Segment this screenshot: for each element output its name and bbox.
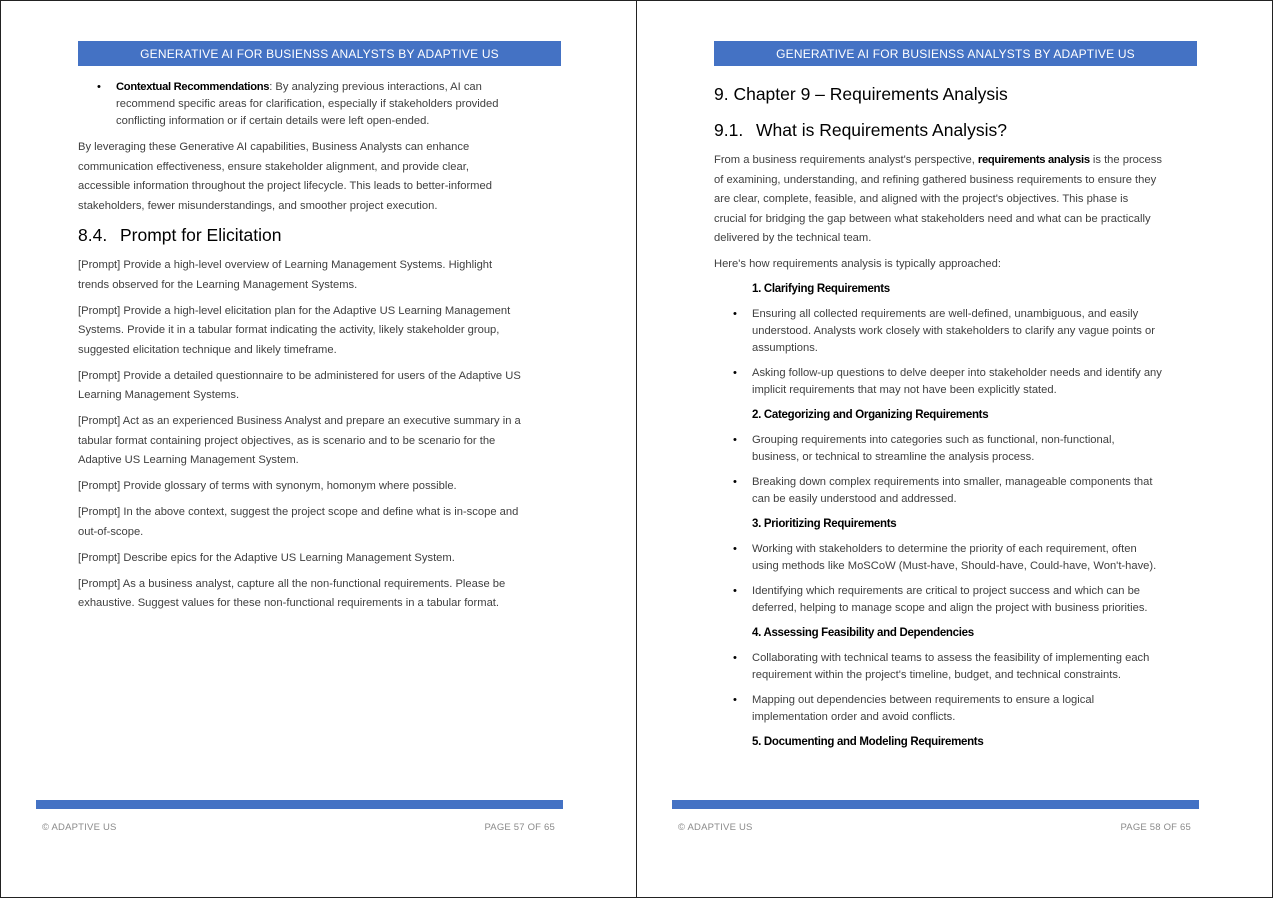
section-number: 9.1.	[714, 120, 744, 140]
section-heading	[78, 224, 523, 246]
list-item-text: Breaking down complex requirements into smaller, manageable components that can be easily understood and addressed.	[752, 476, 1153, 505]
page-number: PAGE 58 OF 65	[1120, 822, 1191, 833]
bullet-icon: •	[97, 81, 101, 93]
paragraph	[714, 151, 1162, 249]
step-heading: 2. Categorizing and Organizing Requirements	[752, 409, 989, 421]
bullet-icon: •	[733, 543, 737, 555]
step-heading: 4. Assessing Feasibility and Dependencies	[752, 627, 974, 639]
page-58	[636, 0, 1273, 898]
bullet-icon: •	[733, 585, 737, 597]
paragraph: By leveraging these Generative AI capabilities, Business Analysts can enhance communication effectiveness, ensure stakeholder alignment, and provide clear, accessible information throughout the project lifecycle. This leads to better-informed stakeholders, fewer misunderstandings, and smoother project execution.	[78, 141, 492, 212]
list-item-text: Identifying which requirements are critical to project success and which can be deferred, helping to manage scope and align the project with business priorities.	[752, 585, 1148, 614]
list-item	[78, 79, 523, 130]
list-item-text: Mapping out dependencies between requirements to ensure a logical implementation order and avoid conflicts.	[752, 694, 1095, 723]
list-item-text: Collaborating with technical teams to assess the feasibility of implementing each requirement within the project's timeline, budget, and technical constraints.	[752, 652, 1150, 681]
section-title: Prompt for Elicitation	[120, 225, 282, 245]
prompt-paragraph: [Prompt] Provide a high-level overview of Learning Management Systems. Highlight trends observed for the Learning Management Systems.	[78, 259, 493, 291]
step-heading: 1. Clarifying Requirements	[752, 283, 890, 295]
prompt-paragraph: [Prompt] Provide glossary of terms with synonym, homonym where possible.	[78, 480, 457, 492]
bullet-icon: •	[733, 476, 737, 488]
bullet-icon: •	[733, 652, 737, 664]
list-item	[714, 692, 1162, 726]
step-heading: 3. Prioritizing Requirements	[752, 518, 897, 530]
list-item	[714, 365, 1162, 399]
chapter-title: 9. Chapter 9 – Requirements Analysis	[714, 84, 1008, 104]
list-item	[714, 432, 1162, 466]
text-run: From a business requirements analyst's perspective,	[714, 154, 978, 166]
footer-bar	[672, 800, 1199, 809]
footer-copyright: © ADAPTIVE US	[678, 822, 753, 833]
prompt-paragraph: [Prompt] Describe epics for the Adaptive US Learning Management System.	[78, 551, 455, 564]
bullet-icon: •	[733, 434, 737, 446]
section-number: 8.4.	[78, 225, 108, 245]
page-header: GENERATIVE AI FOR BUSIENSS ANALYSTS BY ADAPTIVE US	[714, 41, 1197, 66]
page-content	[78, 79, 523, 620]
page-number: PAGE 57 OF 65	[484, 822, 555, 833]
list-item	[714, 306, 1162, 357]
list-item	[714, 583, 1162, 617]
prompt-paragraph: [Prompt] Provide a detailed questionnaire to be administered for users of the Adaptive US Learning Management Systems.	[78, 369, 521, 401]
list-item	[714, 541, 1162, 575]
list-item-text: Ensuring all collected requirements are well-defined, unambiguous, and easily understood. Analysts work closely with stakeholders to clarify any vague points or assumptions.	[752, 308, 1155, 354]
bullet-icon: •	[733, 367, 737, 379]
footer-copyright: © ADAPTIVE US	[42, 822, 117, 833]
list-item-text: Asking follow-up questions to delve deeper into stakeholder needs and identify any implicit requirements that may not have been explicitly stated.	[752, 367, 1162, 396]
list-item-text: Working with stakeholders to determine the priority of each requirement, often using methods like MoSCoW (Must-have, Should-have, Could-have, Won't-have).	[752, 543, 1157, 572]
prompt-paragraph: [Prompt] In the above context, suggest the project scope and define what is in-scope and out-of-scope.	[78, 506, 519, 538]
page-content	[714, 79, 1162, 759]
footer-bar	[36, 800, 563, 809]
section-title: What is Requirements Analysis?	[756, 120, 1007, 140]
bullet-icon: •	[733, 694, 737, 706]
prompt-paragraph: [Prompt] Provide a high-level elicitation plan for the Adaptive US Learning Management Systems. Provide it in a tabular format indicating the activity, likely stakeholder group, suggested elicitation technique and likely timeframe.	[78, 304, 511, 356]
prompt-paragraph: [Prompt] As a business analyst, capture all the non-functional requirements. Please be exhaustive. Suggest values for these non-functional requirements in a tabular format.	[78, 577, 506, 609]
term-description: : By analyzing previous interactions, AI can recommend specific areas for clarification, especially if stakeholders provided conflicting information or if certain details were left open-ended.	[116, 81, 499, 127]
bullet-icon: •	[733, 308, 737, 320]
step-heading: 5. Documenting and Modeling Requirements	[752, 736, 984, 748]
list-item	[714, 650, 1162, 684]
bold-term: requirements analysis	[977, 154, 1090, 166]
page-57	[0, 0, 637, 898]
page-header: GENERATIVE AI FOR BUSIENSS ANALYSTS BY ADAPTIVE US	[78, 41, 561, 66]
paragraph: Here's how requirements analysis is typically approached:	[714, 258, 1001, 270]
section-heading	[714, 119, 1162, 141]
list-item-text: Grouping requirements into categories such as functional, non-functional, business, or technical to streamline the analysis process.	[752, 434, 1115, 463]
list-item	[714, 474, 1162, 508]
prompt-paragraph: [Prompt] Act as an experienced Business Analyst and prepare an executive summary in a tabular format containing project objectives, as is scenario and to be scenario for the Adaptive US Learning Management System.	[78, 415, 521, 466]
term: Contextual Recommendations	[116, 81, 270, 93]
text-run: is the process of examining, understanding, and refining gathered business requirements to ensure they are clear, complete, feasible, and aligned with the project's objectives. This phase is crucial for bridging the gap between what stakeholders need and what can be practically delivered by the technical team.	[714, 154, 1162, 244]
